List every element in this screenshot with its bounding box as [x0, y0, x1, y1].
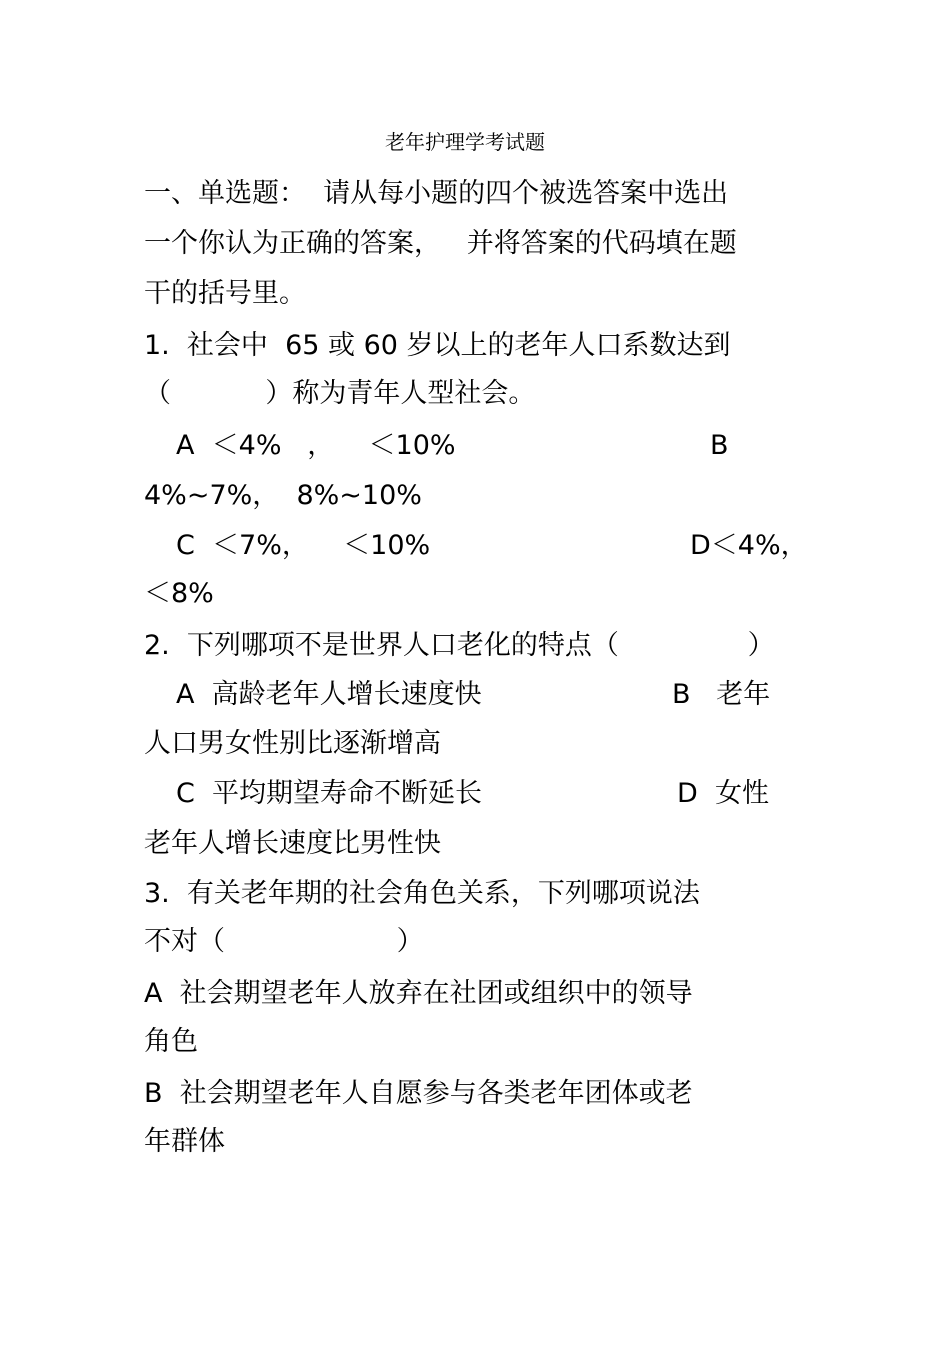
- q1-option-b-text: 4%~7%， 8%~10%: [144, 480, 422, 511]
- q2-option-a: A 高龄老年人增长速度快: [176, 679, 482, 710]
- q3-stem-line-1: 3. 有关老年期的社会角色关系，下列哪项说法: [144, 878, 700, 909]
- q2-option-b-first: B 老年: [672, 679, 771, 710]
- q2-option-c: C 平均期望寿命不断延长: [176, 778, 483, 809]
- q1-stem-line-1: 1. 社会中 65 或 60 岁以上的老年人口系数达到: [144, 330, 731, 361]
- q2-option-b-rest: 人口男女性别比逐渐增高: [144, 728, 441, 759]
- q1-option-d-first: D＜4%，: [690, 530, 808, 561]
- instruction-line-1: 一、单选题： 请从每小题的四个被选答案中选出: [144, 178, 729, 209]
- q2-stem: 2. 下列哪项不是世界人口老化的特点（ ）: [144, 630, 775, 661]
- q1-option-d-rest: ＜8%: [144, 578, 214, 609]
- q2-option-d-rest: 老年人增长速度比男性快: [144, 828, 441, 859]
- instruction-line-2: 一个你认为正确的答案， 并将答案的代码填在题: [144, 228, 737, 259]
- q3-option-a-line-2: 角色: [144, 1026, 198, 1057]
- instruction-line-3: 干的括号里。: [144, 278, 306, 309]
- q2-option-d-first: D 女性: [677, 778, 769, 809]
- q1-option-c: C ＜7%， ＜10%: [176, 530, 431, 561]
- q1-option-a: A ＜4% ， ＜10%: [176, 430, 456, 461]
- q3-option-b-line-2: 年群体: [144, 1126, 225, 1157]
- q1-option-b-label: B: [710, 430, 729, 461]
- q1-stem-line-2: （ ）称为青年人型社会。: [144, 378, 536, 409]
- page-title: 老年护理学考试题: [385, 130, 545, 154]
- q3-option-b-line-1: B 社会期望老年人自愿参与各类老年团体或老: [144, 1078, 693, 1109]
- q3-stem-line-2: 不对（ ）: [144, 926, 424, 957]
- q3-option-a-line-1: A 社会期望老年人放弃在社团或组织中的领导: [144, 978, 693, 1009]
